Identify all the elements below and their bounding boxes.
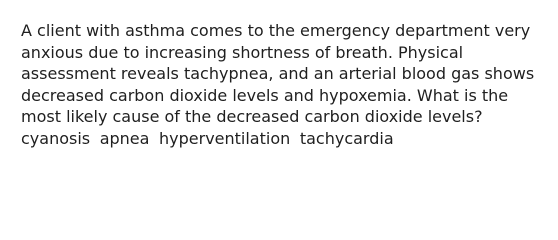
answer-option-apnea[interactable]: apnea (99, 128, 150, 148)
question-line: most likely cause of the decreased carbon dioxide levels? (21, 107, 483, 126)
question-text (21, 20, 551, 128)
answer-option-tachycardia[interactable]: tachycardia (299, 128, 394, 148)
answer-option-hyperventilation[interactable]: hyperventilation (159, 128, 291, 148)
question-card (21, 20, 551, 149)
question-line: anxious due to increasing shortness of breath. Physical (21, 42, 464, 62)
question-line: decreased carbon dioxide levels and hypoxemia. What is the (21, 85, 509, 105)
answer-options (21, 128, 551, 150)
question-line: A client with asthma comes to the emergency department very (21, 21, 531, 40)
answer-option-cyanosis[interactable]: cyanosis (21, 128, 91, 148)
question-line: assessment reveals tachypnea, and an arterial blood gas shows (21, 64, 535, 83)
